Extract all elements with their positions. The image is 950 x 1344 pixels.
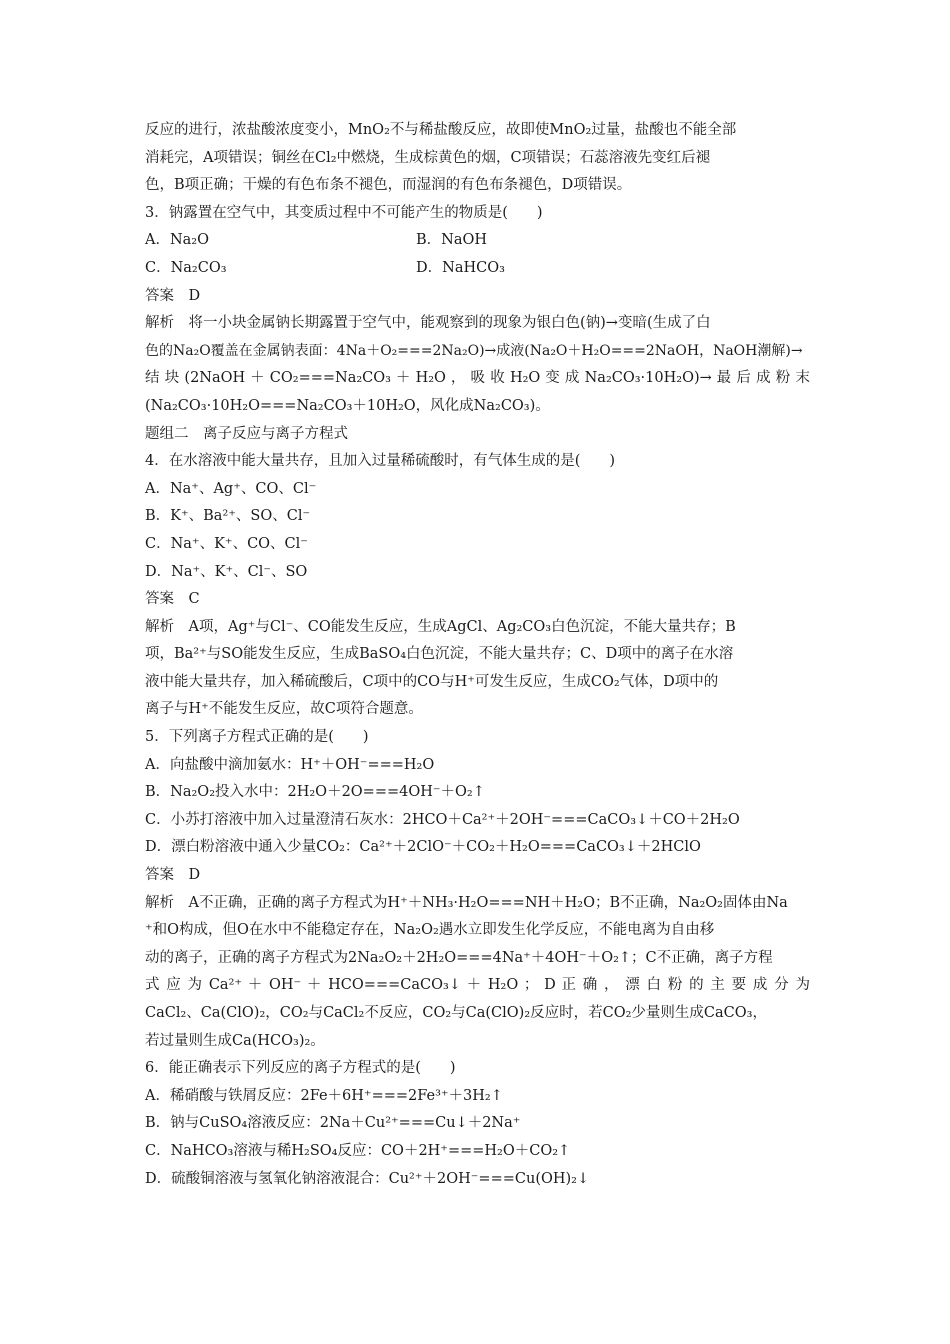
option-b: B．NaOH xyxy=(416,232,488,249)
analysis-line: 色的Na₂O覆盖在金属钠表面：4Na＋O₂===2Na₂O)→成液(Na₂O＋H₂O===2NaOH，NaOH潮解)→ xyxy=(145,342,803,359)
analysis-line: ⁺和O构成，但O在水中不能稳定存在，Na₂O₂遇水立即发生化学反应，不能电离为自由移 xyxy=(145,922,715,939)
option-a: A．Na₂O xyxy=(145,232,210,249)
option-c: C．NaHCO₃溶液与稀H₂SO₄反应：CO＋2H⁺===H₂O＋CO₂↑ xyxy=(145,1142,571,1159)
option-c: C．小苏打溶液中加入过量澄清石灰水：2HCO＋Ca²⁺＋2OH⁻===CaCO₃↓＋CO＋2H₂O xyxy=(145,811,740,828)
question-6-stem: 6．能正确表示下列反应的离子方程式的是( ) xyxy=(145,1060,456,1077)
analysis-line: 离子与H⁺不能发生反应，故C项符合题意。 xyxy=(145,701,423,718)
question-3-options-row xyxy=(145,255,810,283)
text-line: 色，B项正确；干燥的有色布条不褪色，而湿润的有色布条褪色，D项错误。 xyxy=(145,177,632,194)
answer-line: 答案 C xyxy=(145,591,200,608)
analysis-line: 动的离子，正确的离子方程式为2Na₂O₂＋2H₂O===4Na⁺＋4OH⁻＋O₂↑；C不正确，离子方程 xyxy=(145,949,773,966)
option-d: D．硫酸铜溶液与氢氧化钠溶液混合：Cu²⁺＋2OH⁻===Cu(OH)₂↓ xyxy=(145,1170,590,1187)
analysis-line: 解析 将一小块金属钠长期露置于空气中，能观察到的现象为银白色(钠)→变暗(生成了白 xyxy=(145,315,711,332)
answer-line: 答案 D xyxy=(145,867,201,884)
option-b: B．钠与CuSO₄溶液反应：2Na＋Cu²⁺===Cu↓＋2Na⁺ xyxy=(145,1115,521,1132)
option-a: A．稀硝酸与铁屑反应：2Fe＋6H⁺===2Fe³⁺＋3H₂↑ xyxy=(145,1087,503,1104)
option-c: C．Na⁺、K⁺、CO、Cl⁻ xyxy=(145,535,308,552)
document-page xyxy=(145,117,810,1193)
option-c: C．Na₂CO₃ xyxy=(145,259,227,276)
text-line: 反应的进行，浓盐酸浓度变小，MnO₂不与稀盐酸反应，故即使MnO₂过量，盐酸也不能全部 xyxy=(145,122,737,138)
section-heading: 题组二 离子反应与离子方程式 xyxy=(145,425,348,442)
option-d: D．NaHCO₃ xyxy=(416,259,505,276)
analysis-line: CaCl₂、Ca(ClO)₂，CO₂与CaCl₂不反应，CO₂与Ca(ClO)₂反应时，若CO₂少量则生成CaCO₃， xyxy=(145,1005,767,1021)
analysis-line: 解析 A不正确，正确的离子方程式为H⁺＋NH₃·H₂O===NH＋H₂O；B不正确，Na₂O₂固体由Na xyxy=(145,894,788,911)
answer-line: 答案 D xyxy=(145,287,201,304)
option-a: A．向盐酸中滴加氨水：H⁺＋OH⁻===H₂O xyxy=(145,756,435,773)
analysis-line: 若过量则生成Ca(HCO₃)₂。 xyxy=(145,1032,325,1049)
question-3-stem: 3．钠露置在空气中，其变质过程中不可能产生的物质是( ) xyxy=(145,204,543,221)
option-a: A．Na⁺、Ag⁺、CO、Cl⁻ xyxy=(145,480,317,497)
text-line: 消耗完，A项错误；铜丝在Cl₂中燃烧，生成棕黄色的烟，C项错误；石蕊溶液先变红后褪 xyxy=(145,149,711,166)
question-3-options-row xyxy=(145,227,810,255)
analysis-line: 液中能大量共存，加入稀硫酸后，C项中的CO与H⁺可发生反应，生成CO₂气体，D项中的 xyxy=(145,673,719,690)
option-b: B．Na₂O₂投入水中：2H₂O＋2O===4OH⁻＋O₂↑ xyxy=(145,784,485,801)
option-d: D．Na⁺、K⁺、Cl⁻、SO xyxy=(145,563,308,580)
analysis-line: 式 应 为 Ca²⁺ ＋ OH⁻ ＋ HCO===CaCO₃↓ ＋ H₂O ； D 正 确 ， 漂 白 粉 的 主 要 成 分 为 xyxy=(145,977,810,994)
option-b: B．K⁺、Ba²⁺、SO、Cl⁻ xyxy=(145,508,311,525)
analysis-line: (Na₂CO₃·10H₂O===Na₂CO₃＋10H₂O，风化成Na₂CO₃)。 xyxy=(145,397,550,414)
option-d: D．漂白粉溶液中通入少量CO₂：Ca²⁺＋2ClO⁻＋CO₂＋H₂O===CaCO₃↓＋2HClO xyxy=(145,839,701,856)
analysis-line: 结 块 (2NaOH ＋ CO₂===Na₂CO₃ ＋ H₂O ， 吸 收 H₂O 变 成 Na₂CO₃·10H₂O)→ 最 后 成 粉 末 xyxy=(145,370,810,387)
analysis-line: 解析 A项，Ag⁺与Cl⁻、CO能发生反应，生成AgCl、Ag₂CO₃白色沉淀，不能大量共存；B xyxy=(145,618,736,635)
question-5-stem: 5．下列离子方程式正确的是( ) xyxy=(145,729,369,746)
analysis-line: 项，Ba²⁺与SO能发生反应，生成BaSO₄白色沉淀，不能大量共存；C、D项中的离子在水溶 xyxy=(145,646,734,663)
question-4-stem: 4．在水溶液中能大量共存，且加入过量稀硫酸时，有气体生成的是( ) xyxy=(145,453,616,470)
